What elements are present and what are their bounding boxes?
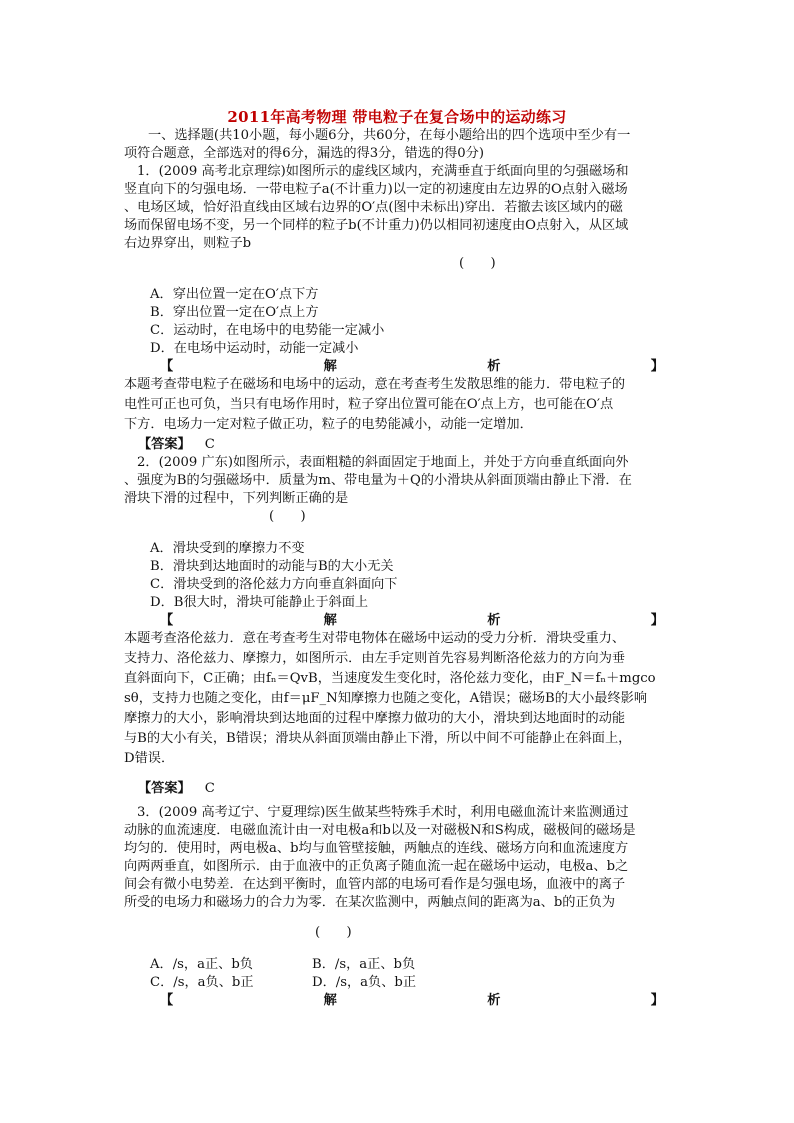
analysis-bracket-open: 【 <box>160 613 174 628</box>
q2-stem-line-1: 2．(2009 广东)如图所示，表面粗糙的斜面固定于地面上，并处于方向垂直纸面向外 <box>137 455 629 470</box>
q2-analysis-line-3: 直斜面向下，C正确；由fₙ＝QvB，当速度发生变化时，洛伦兹力变化，由F_N＝fₙ＋mgco <box>124 671 656 686</box>
q3-stem-line-2: 动脉的血流速度．电磁血流计由一对电极a和b以及一对磁极N和S构成，磁极间的磁场是 <box>124 823 636 838</box>
q2-analysis-line-4: sθ，支持力也随之变化，由f＝μF_N知摩擦力也随之变化，A错误；磁场B的大小最终影响 <box>124 691 648 706</box>
q3-answer-paren: ( ) <box>315 925 352 940</box>
q2-answer-label: 【答案】 <box>138 781 191 796</box>
analysis-bracket-open: 【 <box>160 359 174 374</box>
q1-stem-line-5: 右边界穿出，则粒子b <box>124 236 252 251</box>
q1-stem-line-4: 场而保留电场不变，另一个同样的粒子b(不计重力)仍以相同初速度由O点射入，从区域 <box>124 218 629 233</box>
q1-option-c: C．运动时，在电场中的电势能一定减小 <box>150 323 385 338</box>
q2-option-d: D．B很大时，滑块可能静止于斜面上 <box>150 595 369 610</box>
intro-line-1: 一、选择题(共10小题，每小题6分，共60分，在每小题给出的四个选项中至少有一 <box>148 128 631 143</box>
q3-stem-line-6: 所受的电场力和磁场力的合力为零．在某次监测中，两触点间的距离为a、b的正负为 <box>124 895 616 910</box>
q2-analysis-line-2: 支持力、洛伦兹力、摩擦力，如图所示．由左手定则首先容易判断洛伦兹力的方向为垂 <box>124 651 626 666</box>
q1-answer-label: 【答案】 <box>138 437 191 452</box>
q2-option-b: B．滑块到达地面时的动能与B的大小无关 <box>150 559 394 574</box>
q2-answer-paren: ( ) <box>269 509 306 524</box>
q1-option-a: A．穿出位置一定在O′点下方 <box>150 287 319 302</box>
analysis-bracket-close: 】 <box>650 359 664 374</box>
analysis-bracket-close: 】 <box>650 613 664 628</box>
q3-stem-line-1: 3．(2009 高考辽宁、宁夏理综)医生做某些特殊手术时，利用电磁血流计来监测通过 <box>137 805 629 820</box>
q1-analysis-line-2: 电性可正也可负，当只有电场作用时，粒子穿出位置可能在O′点上方，也可能在O′点 <box>124 397 614 412</box>
q1-analysis-line-3: 下方．电场力一定对粒子做正功，粒子的电势能减小，动能一定增加． <box>124 417 533 432</box>
analysis-char-1: 解 <box>323 613 337 628</box>
analysis-bracket-close: 】 <box>650 993 664 1008</box>
q3-stem-line-3: 均匀的．使用时，两电极a、b均与血管壁接触，两触点的连线、磁场方向和血流速度方 <box>124 841 629 856</box>
analysis-char-2: 析 <box>487 993 501 1008</box>
q3-analysis-header <box>160 992 664 1010</box>
q2-answer-value: C <box>204 781 215 796</box>
q2-option-c: C．滑块受到的洛伦兹力方向垂直斜面向下 <box>150 577 398 592</box>
q3-option-a: A．/s，a正、b负 <box>150 957 253 972</box>
q2-analysis-line-6: 与B的大小有关，B错误；滑块从斜面顶端由静止下滑，所以中间不可能静止在斜面上， <box>124 731 632 746</box>
q2-answer-row <box>138 780 215 798</box>
q2-option-a: A．滑块受到的摩擦力不变 <box>150 541 305 556</box>
analysis-char-2: 析 <box>487 359 501 374</box>
q1-answer-paren: ( ) <box>459 256 496 271</box>
analysis-char-1: 解 <box>323 993 337 1008</box>
q1-option-d: D．在电场中运动时，动能一定减小 <box>150 341 359 356</box>
q3-stem-line-4: 向两两垂直，如图所示．由于血液中的正负离子随血流一起在磁场中运动，电极a、b之 <box>124 859 629 874</box>
q1-analysis-header <box>160 358 664 376</box>
q1-answer-value: C <box>204 437 215 452</box>
q3-option-c: C．/s，a负、b正 <box>150 975 254 990</box>
analysis-char-2: 析 <box>487 613 501 628</box>
document-title: 2011年高考物理 带电粒子在复合场中的运动练习 <box>227 108 567 126</box>
q1-analysis-line-1: 本题考查带电粒子在磁场和电场中的运动，意在考查考生发散思维的能力．带电粒子的 <box>124 377 626 392</box>
intro-line-2: 项符合题意，全部选对的得6分，漏选的得3分，错选的得0分) <box>124 146 485 161</box>
q1-stem-line-1: 1．(2009 高考北京理综)如图所示的虚线区域内，充满垂直于纸面向里的匀强磁场和 <box>137 164 629 179</box>
q2-analysis-header <box>160 612 664 630</box>
analysis-bracket-open: 【 <box>160 993 174 1008</box>
q3-option-b: B．/s，a正、b负 <box>312 957 416 972</box>
q3-stem-line-5: 间会有微小电势差．在达到平衡时，血管内部的电场可看作是匀强电场，血液中的离子 <box>124 877 626 892</box>
q1-stem-line-2: 竖直向下的匀强电场．一带电粒子a(不计重力)以一定的初速度由左边界的O点射入磁场 <box>124 182 628 197</box>
analysis-char-1: 解 <box>323 359 337 374</box>
q2-analysis-line-7: D错误． <box>124 751 175 766</box>
q3-option-d: D．/s，a负、b正 <box>312 975 417 990</box>
q2-analysis-line-5: 摩擦力的大小，影响滑块到达地面的过程中摩擦力做功的大小，滑块到达地面时的动能 <box>124 711 626 726</box>
q2-stem-line-2: 、强度为B的匀强磁场中．质量为m、带电量为＋Q的小滑块从斜面顶端由静止下滑．在 <box>124 473 632 488</box>
q1-option-b: B．穿出位置一定在O′点上方 <box>150 305 319 320</box>
q1-stem-line-3: 、电场区域，恰好沿直线由区域右边界的O′点(图中未标出)穿出．若撤去该区域内的磁 <box>124 200 623 215</box>
q2-analysis-line-1: 本题考查洛伦兹力．意在考查考生对带电物体在磁场中运动的受力分析．滑块受重力、 <box>124 631 626 646</box>
q1-answer-row <box>138 436 215 454</box>
q2-stem-line-3: 滑块下滑的过程中，下列判断正确的是 <box>124 491 349 506</box>
